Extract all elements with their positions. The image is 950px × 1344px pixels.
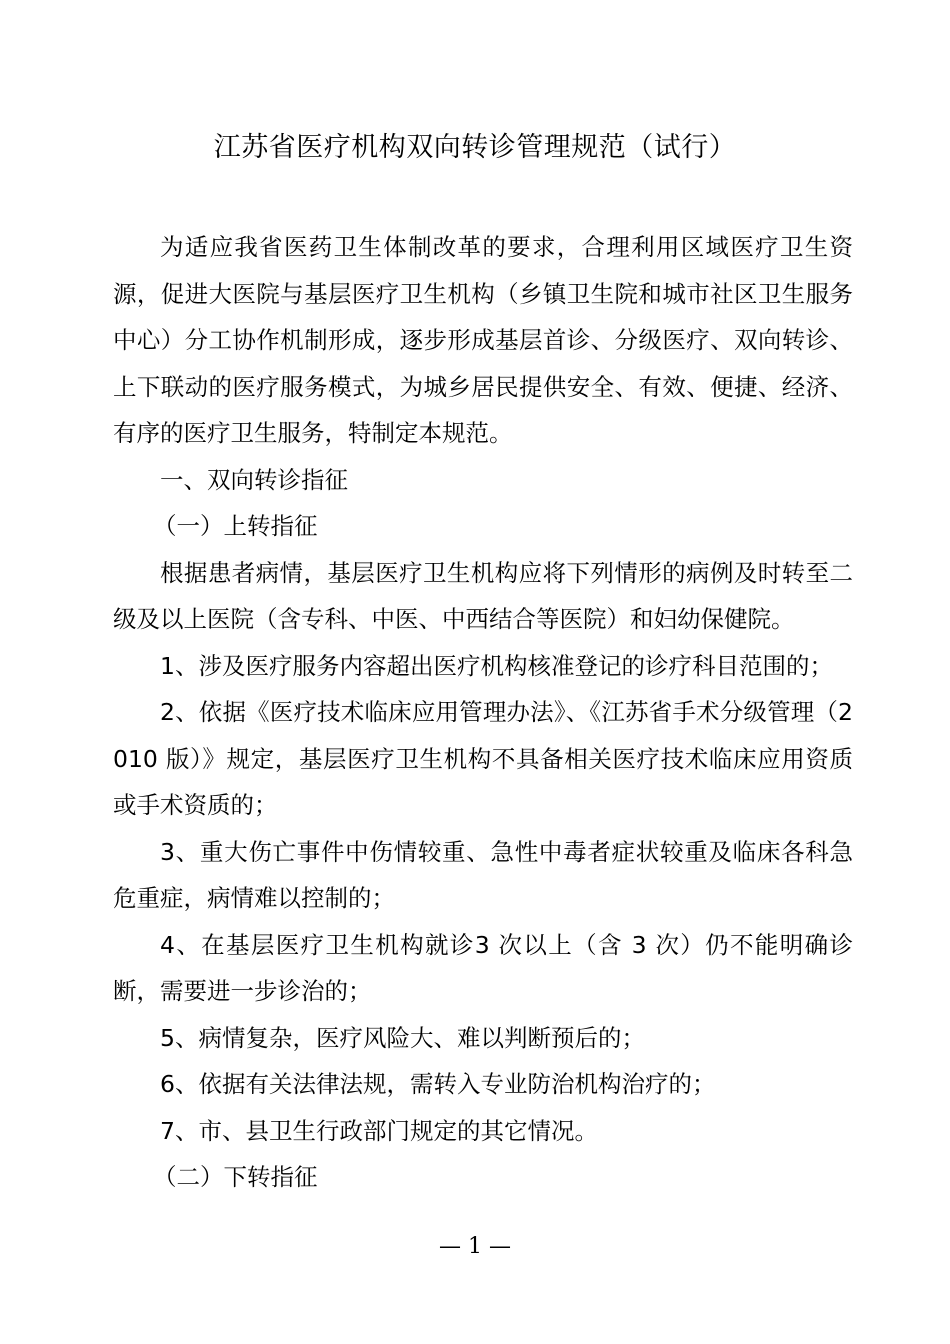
document-body: [113, 224, 853, 1201]
subsection-heading: （一）上转指征: [153, 512, 318, 540]
subsection-heading: （二）下转指征: [153, 1163, 318, 1191]
subsection-intro-paragraph: 根据患者病情，基层医疗卫生机构应将下列情形的病例及时转至二级及以上医院（含专科、中医、中西结合等医院）和妇幼保健院。: [113, 558, 853, 633]
list-item: 6、依据有关法律法规，需转入专业防治机构治疗的；: [160, 1070, 716, 1098]
page-number: — 1 —: [439, 1234, 511, 1259]
document-title: 江苏省医疗机构双向转诊管理规范（试行）: [213, 132, 737, 163]
list-item: 1、涉及医疗服务内容超出医疗机构核准登记的诊疗科目范围的；: [160, 651, 833, 680]
list-item: 4、在基层医疗卫生机构就诊3 次以上（含 3 次）仍不能明确诊断，需要进一步诊治的；: [113, 930, 853, 1005]
section-heading: 一、双向转诊指征: [160, 465, 348, 494]
list-item: 2、依据《医疗技术临床应用管理办法》、《江苏省手术分级管理（2010 版）》规定，基层医疗卫生机构不具备相关医疗技术临床应用资质或手术资质的；: [113, 698, 853, 819]
list-item: 3、重大伤亡事件中伤情较重、急性中毒者症状较重及临床各科急危重症，病情难以控制的；: [113, 837, 853, 912]
list-item: 5、病情复杂，医疗风险大、难以判断预后的；: [160, 1023, 645, 1052]
list-item: 7、市、县卫生行政部门规定的其它情况。: [160, 1116, 598, 1145]
intro-paragraph: 为适应我省医药卫生体制改革的要求，合理利用区域医疗卫生资源，促进大医院与基层医疗卫生机构（乡镇卫生院和城市社区卫生服务中心）分工协作机制形成，逐步形成基层首诊、分级医疗、双向转诊、上下联动的医疗服务模式，为城乡居民提供安全、有效、便捷、经济、有序的医疗卫生服务，特制定本规范。: [113, 233, 853, 447]
